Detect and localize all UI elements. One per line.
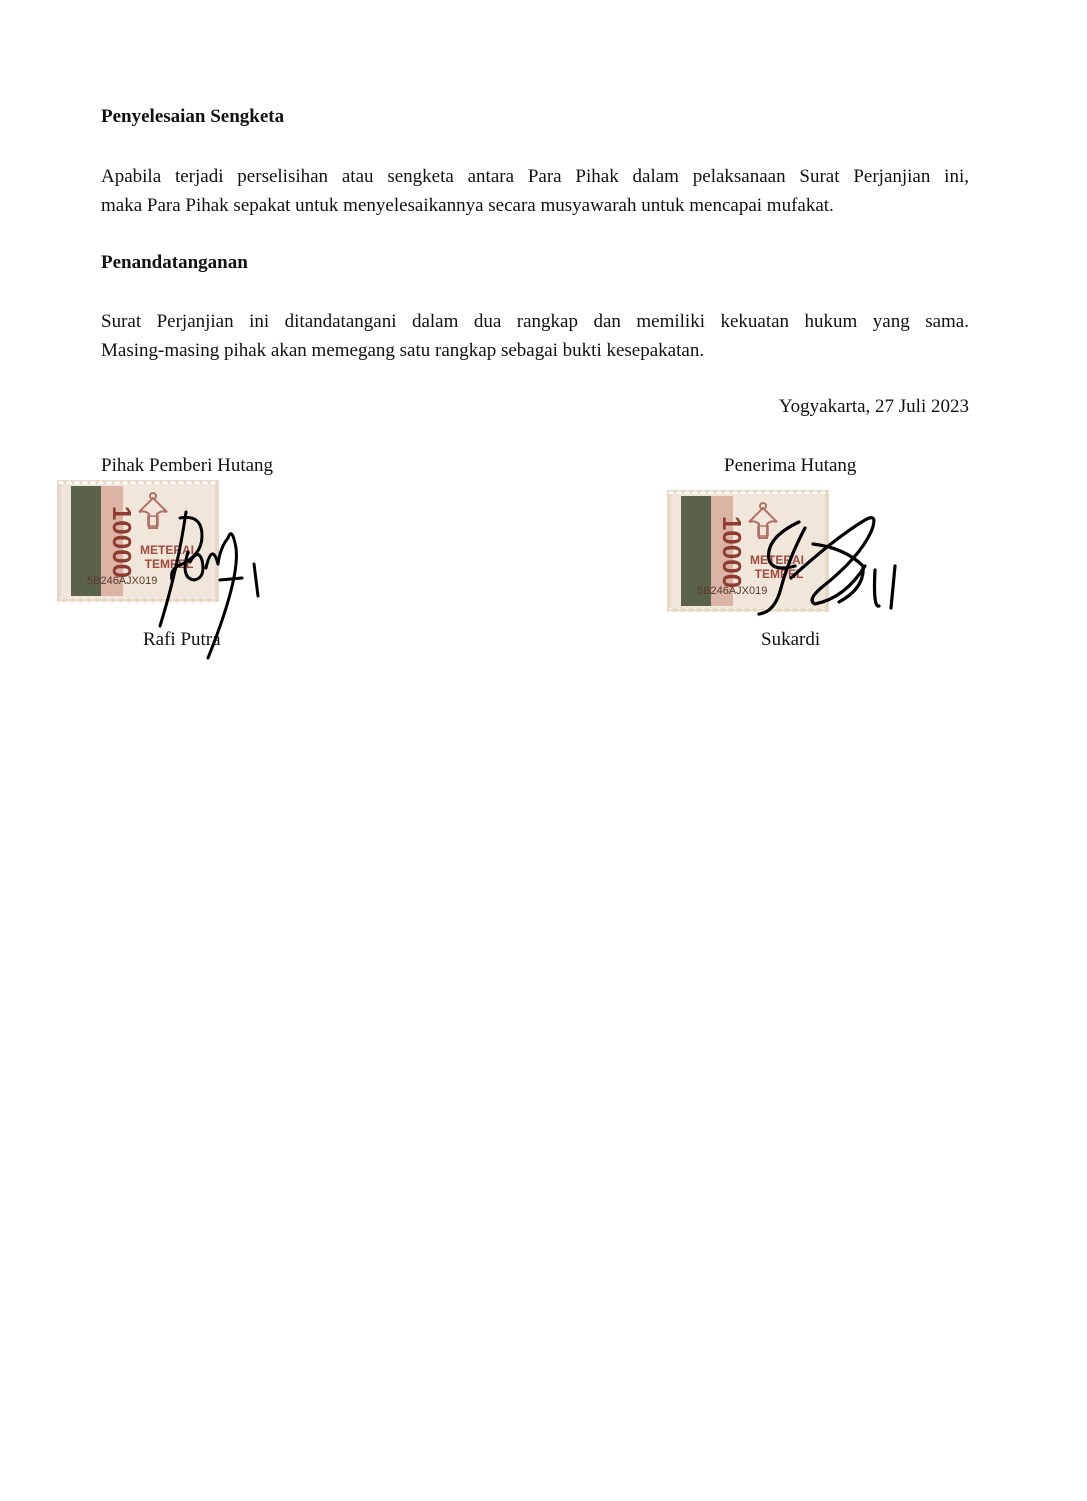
stamp-value: 10000 [107, 505, 137, 579]
place-date: Yogyakarta, 27 Juli 2023 [778, 396, 969, 417]
section-paragraph-dispute [101, 162, 969, 220]
left-party-name: Rafi Putra [143, 629, 221, 650]
left-party-role: Pihak Pemberi Hutang [101, 455, 274, 476]
stamp-serial: 5B246AJX019 [697, 585, 768, 597]
stamp-label-top: METERAI [140, 543, 194, 557]
stamp-value: 10000 [717, 515, 747, 589]
stamp-serial: 5B246AJX019 [87, 575, 158, 587]
right-party-name: Sukardi [761, 629, 821, 650]
right-party-role: Penerima Hutang [724, 455, 857, 476]
stamp-label-top: METERAI [750, 553, 804, 567]
stamp-label-bottom: TEMPEL [754, 567, 804, 581]
right-signature [755, 508, 905, 618]
paragraph-line: Surat Perjanjian ini ditandatangani dalam dua rangkap dan memiliki kekuatan hukum yang sama. [101, 311, 969, 332]
section-heading-signing: Penandatanganan [101, 252, 248, 273]
paragraph-line: Apabila terjadi perselisihan atau sengketa antara Para Pihak dalam pelaksanaan Surat Perjanjian ini, [101, 166, 969, 187]
paragraph-line: maka Para Pihak sepakat untuk menyelesaikannya secara musyawarah untuk mencapai mufakat. [101, 195, 834, 216]
section-heading-dispute: Penyelesaian Sengketa [101, 106, 285, 127]
section-paragraph-signing [101, 307, 969, 365]
stamp-label-bottom: TEMPEL [144, 557, 194, 571]
paragraph-line: Masing-masing pihak akan memegang satu rangkap sebagai bukti kesepakatan. [101, 340, 705, 361]
